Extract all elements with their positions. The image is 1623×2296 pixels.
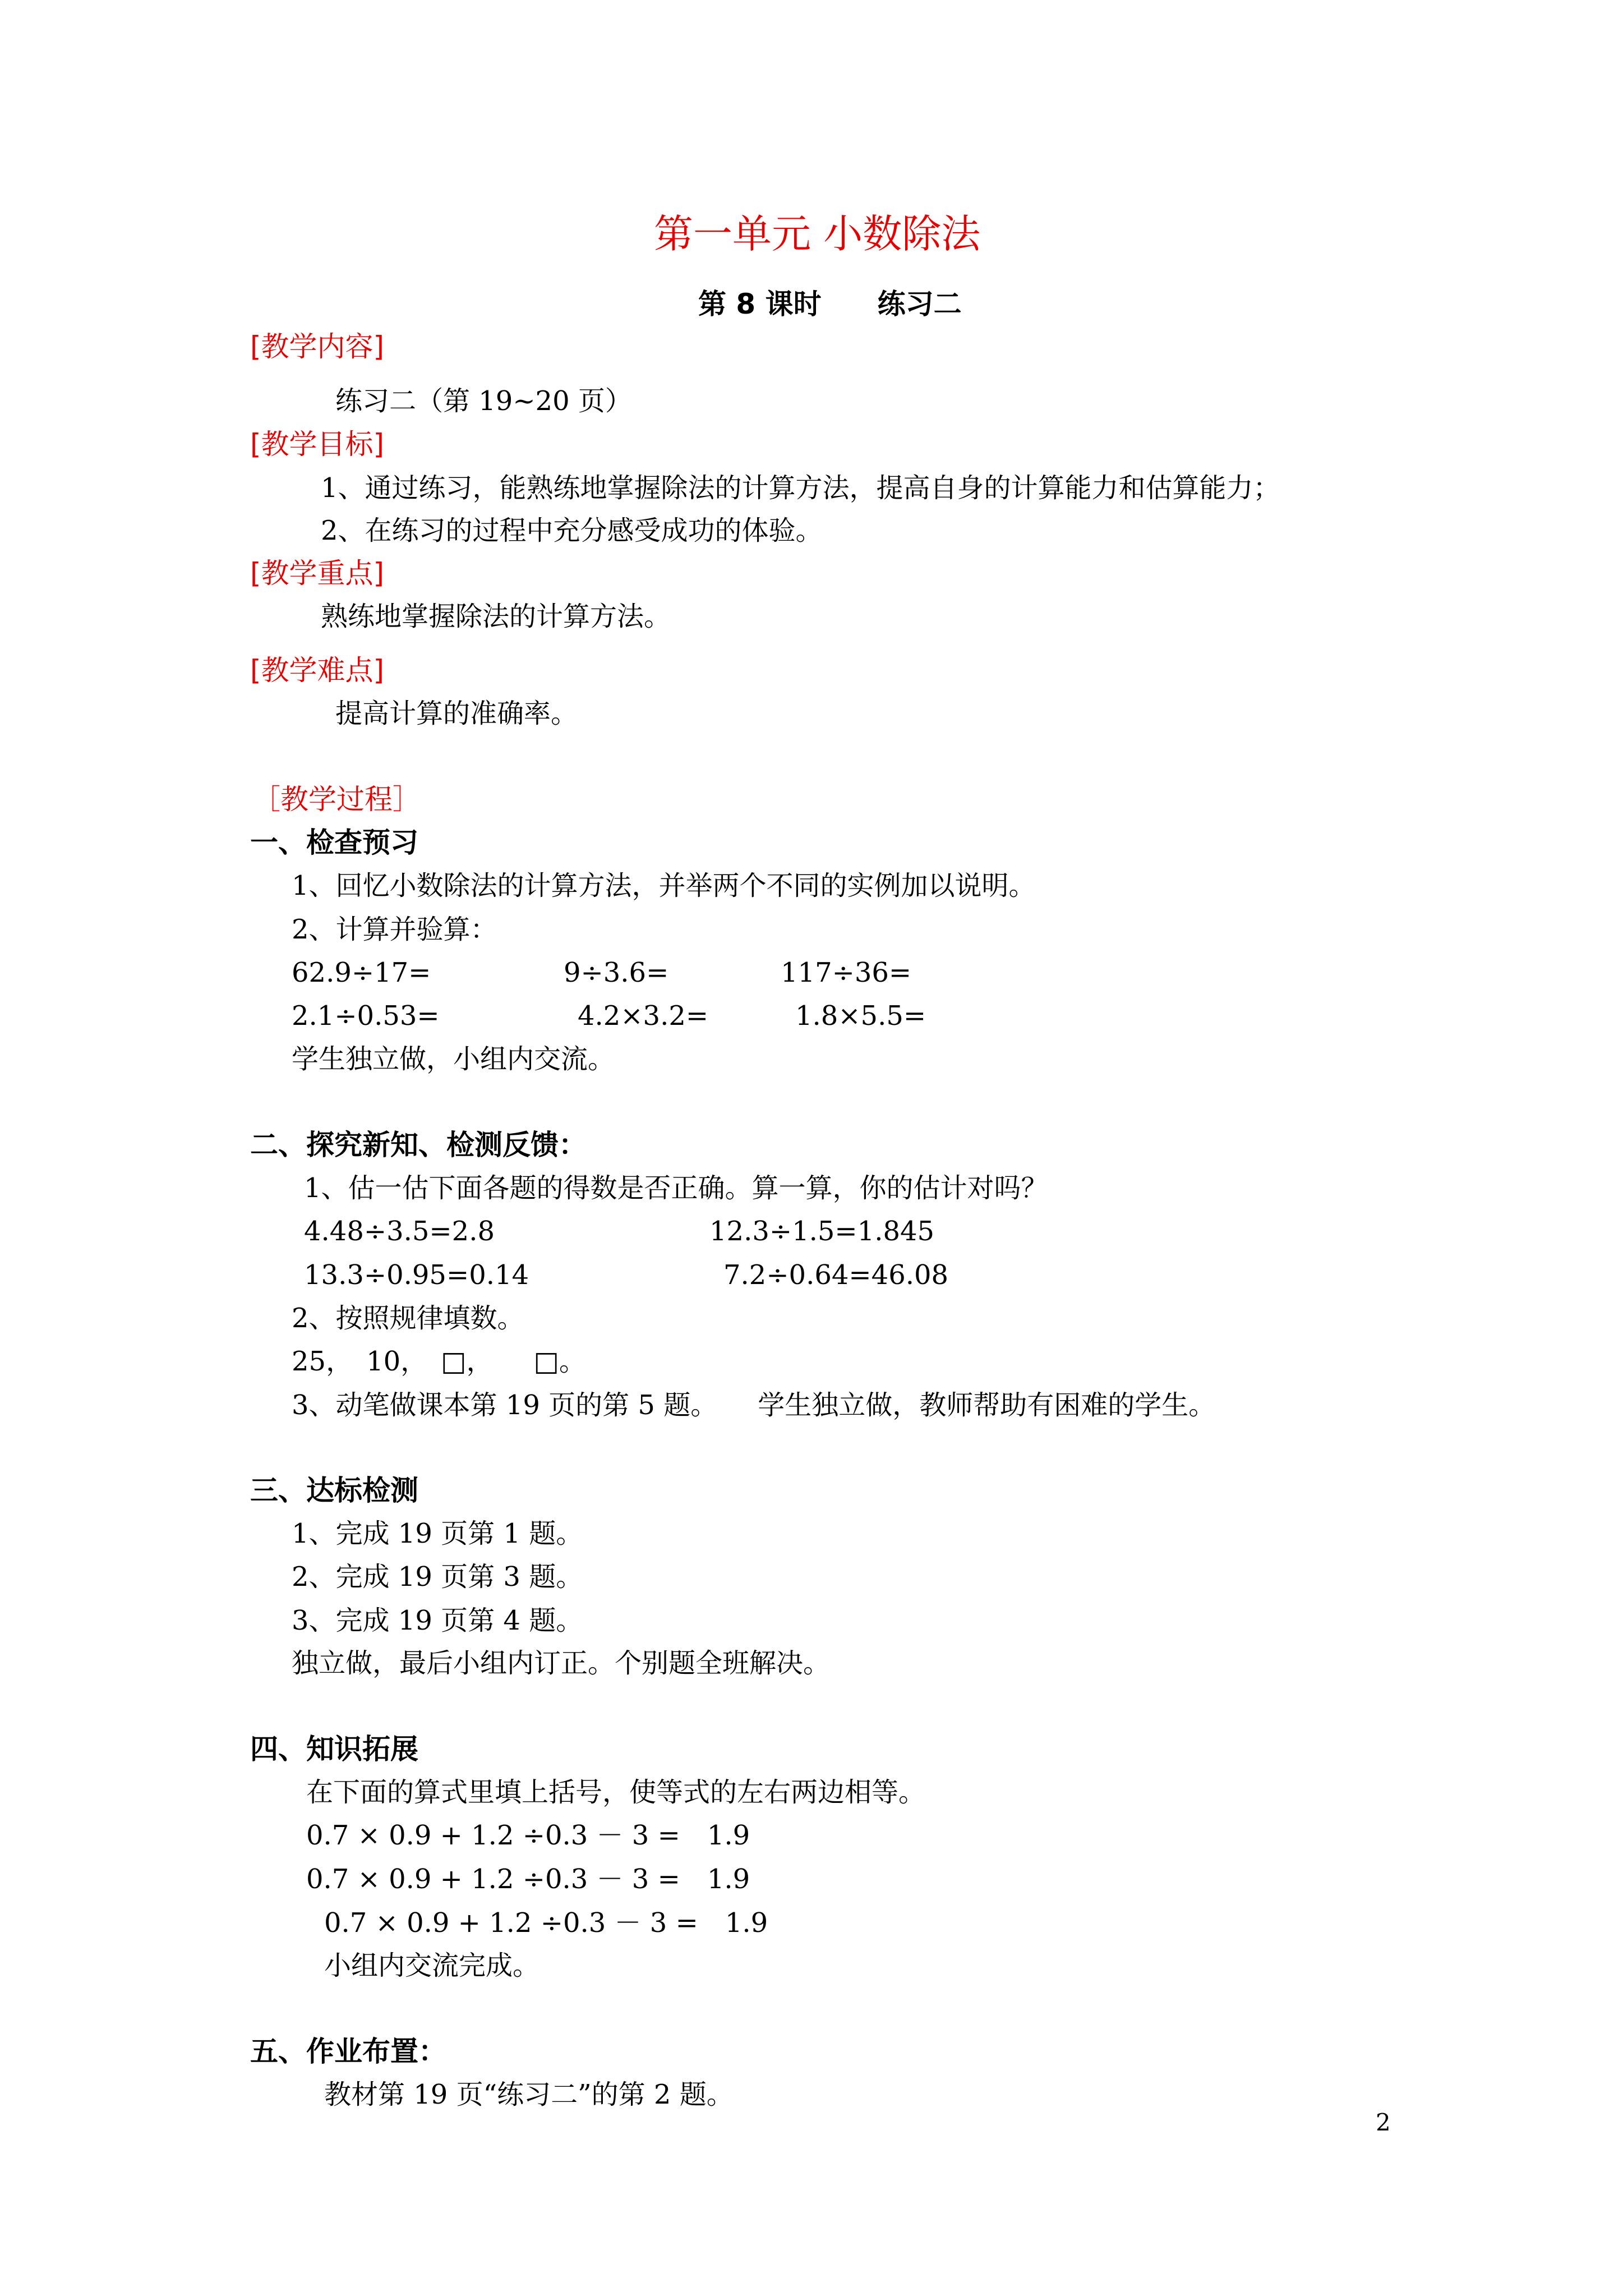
section-heading-key-point: [教学重点] <box>250 557 385 590</box>
list-item: 3、动笔做课本第 19 页的第 5 题。 学生独立做，教师帮助有困难的学生。 <box>292 1389 1216 1421</box>
list-item: 2、按照规律填数。 <box>292 1303 524 1334</box>
equation: 0.7 × 0.9 + 1.2 ÷0.3 － 3 = 1.9 <box>306 1864 750 1895</box>
exercise: 117÷36= <box>781 957 912 988</box>
intro-text: 在下面的算式里填上括号，使等式的左右两边相等。 <box>306 1777 926 1808</box>
exercise: 9÷3.6= <box>564 957 669 988</box>
list-item: 1、回忆小数除法的计算方法，并举两个不同的实例加以说明。 <box>292 870 1036 901</box>
difficulty-text: 提高计算的准确率。 <box>335 698 578 729</box>
exercise: 4.2×3.2= <box>578 1000 709 1032</box>
section3-heading: 三、达标检测 <box>250 1474 418 1507</box>
exercise: 4.48÷3.5=2.8 <box>304 1216 495 1247</box>
key-point-text: 熟练地掌握除法的计算方法。 <box>321 601 671 632</box>
section-heading-difficulty: [教学难点] <box>250 654 385 687</box>
note-text: 小组内交流完成。 <box>324 1950 540 1981</box>
section5-heading: 五、作业布置： <box>250 2035 446 2068</box>
section-heading-content: [教学内容] <box>250 330 385 363</box>
section-heading-process: ［教学过程］ <box>252 783 421 816</box>
exercise: 62.9÷17= <box>292 957 431 988</box>
list-item: 3、完成 19 页第 4 题。 <box>292 1605 583 1636</box>
exercise: 1.8×5.5= <box>795 1000 926 1032</box>
note-text: 独立做，最后小组内订正。个别题全班解决。 <box>292 1648 831 1679</box>
exercise: 7.2÷0.64=46.08 <box>723 1259 949 1291</box>
homework-text: 教材第 19 页“练习二”的第 2 题。 <box>324 2079 734 2110</box>
equation: 0.7 × 0.9 + 1.2 ÷0.3 － 3 = 1.9 <box>306 1820 750 1851</box>
page-number: 2 <box>1376 2109 1391 2136</box>
list-item: 2、完成 19 页第 3 题。 <box>292 1561 583 1593</box>
note-text: 学生独立做，小组内交流。 <box>292 1043 615 1075</box>
section2-heading: 二、探究新知、检测反馈： <box>250 1129 587 1161</box>
section-heading-goals: [教学目标] <box>250 428 385 461</box>
equation: 0.7 × 0.9 + 1.2 ÷0.3 － 3 = 1.9 <box>324 1907 768 1939</box>
list-item: 2、计算并验算： <box>292 914 497 945</box>
number-sequence: 25， 10， □， □。 <box>292 1346 586 1377</box>
lesson-subtitle: 第 8 课时 练习二 <box>698 288 962 320</box>
page-title: 第一单元 小数除法 <box>654 211 981 257</box>
content-text: 练习二（第 19~20 页） <box>335 385 632 417</box>
section4-heading: 四、知识拓展 <box>250 1733 418 1765</box>
exercise: 13.3÷0.95=0.14 <box>304 1259 529 1291</box>
section1-heading: 一、检查预习 <box>250 826 418 859</box>
goal-item: 1、通过练习，能熟练地掌握除法的计算方法，提高自身的计算能力和估算能力； <box>321 472 1280 504</box>
list-item: 1、估一估下面各题的得数是否正确。算一算，你的估计对吗？ <box>304 1172 1048 1204</box>
list-item: 1、完成 19 页第 1 题。 <box>292 1518 583 1549</box>
goal-item: 2、在练习的过程中充分感受成功的体验。 <box>321 515 823 546</box>
exercise: 2.1÷0.53= <box>292 1000 440 1032</box>
exercise: 12.3÷1.5=1.845 <box>709 1216 935 1247</box>
